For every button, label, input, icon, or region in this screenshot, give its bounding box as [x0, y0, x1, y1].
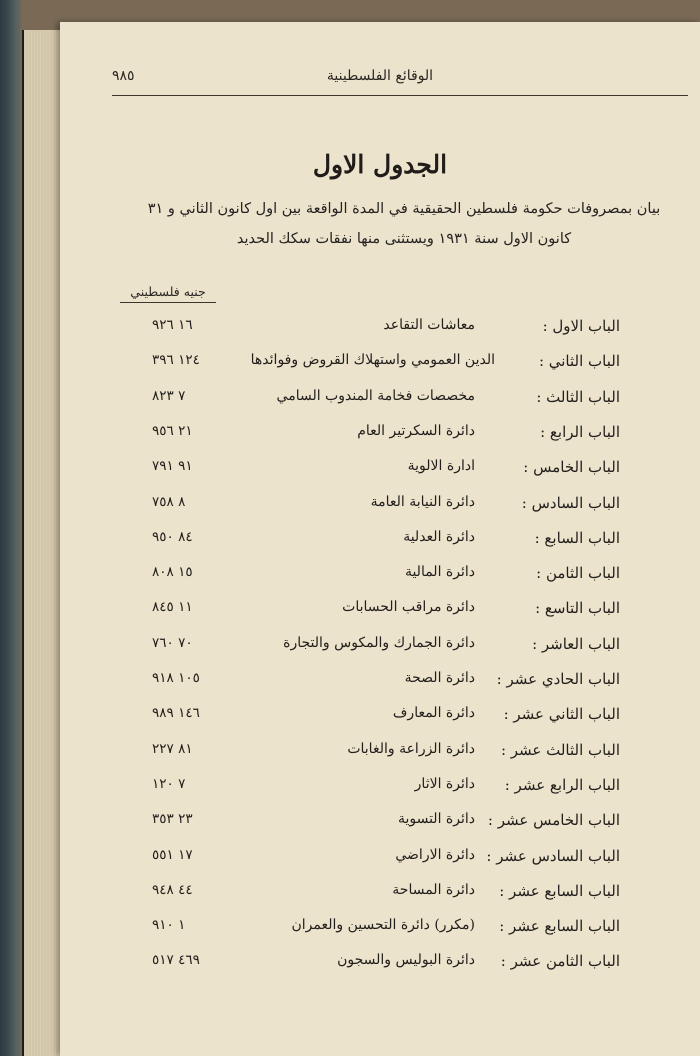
table-row [60, 882, 700, 912]
table-row [60, 388, 700, 418]
table-row [60, 529, 700, 559]
department-name: دائرة الصحة [404, 670, 475, 686]
amount-value: ٨ ٧٥٨ [152, 494, 186, 510]
document-page [60, 22, 700, 1056]
table-row [60, 458, 700, 488]
amount-value: ١٢٤ ٣٩٦ [152, 352, 200, 368]
amount-value: ٨١ ٢٢٧ [152, 741, 193, 757]
table-row [60, 705, 700, 735]
chapter-label: الباب الثامن عشر : [500, 952, 620, 970]
chapter-label: الباب الثامن : [536, 564, 620, 582]
table-row [60, 917, 700, 947]
amount-value: ٧ ٨٢٣ [152, 388, 186, 404]
department-name: دائرة السكرتير العام [357, 423, 475, 439]
header-rule [112, 95, 688, 96]
chapter-label: الباب السابع عشر : [499, 882, 620, 900]
department-name: دائرة المالية [404, 564, 475, 580]
department-name: دائرة المعارف [392, 705, 475, 721]
table-row [60, 670, 700, 700]
running-title: الوقائع الفلسطينية [326, 68, 434, 84]
department-name: دائرة البوليس والسجون [337, 952, 475, 968]
amount-value: ١٤٦ ٩٨٩ [152, 705, 200, 721]
chapter-label: الباب الثالث : [536, 388, 620, 406]
chapter-label: الباب الحادي عشر : [496, 670, 620, 688]
chapter-label: الباب السابع عشر : [499, 917, 620, 935]
department-name: دائرة المساحة [392, 882, 475, 898]
department-name: (مكرر) دائرة التحسين والعمران [291, 917, 475, 933]
amount-value: ١٧ ٥٥١ [152, 847, 193, 863]
table-row [60, 352, 700, 382]
table-row [60, 847, 700, 877]
table-row [60, 741, 700, 771]
amount-value: ٤٤ ٩٤٨ [152, 882, 193, 898]
chapter-label: الباب الثاني عشر : [503, 705, 620, 723]
table-title: الجدول الاول [312, 150, 448, 179]
amount-value: ٧٠ ٧٦٠ [152, 635, 193, 651]
department-name: دائرة الاراضي [395, 847, 475, 863]
chapter-label: الباب الاول : [542, 317, 620, 335]
chapter-label: الباب الخامس عشر : [487, 811, 620, 829]
department-name: دائرة التسوية [397, 811, 475, 827]
table-row [60, 564, 700, 594]
table-row [60, 317, 700, 347]
department-name: دائرة العدلية [403, 529, 475, 545]
amount-value: ٢٣ ٣٥٣ [152, 811, 193, 827]
table-row [60, 776, 700, 806]
amount-value: ٨٤ ٩٥٠ [152, 529, 193, 545]
chapter-label: الباب التاسع : [535, 599, 620, 617]
chapter-label: الباب السادس عشر : [486, 847, 620, 865]
table-row [60, 494, 700, 524]
unit-label: جنيه فلسطيني [120, 284, 216, 303]
department-name: دائرة الجمارك والمكوس والتجارة [283, 635, 475, 651]
amount-value: ١ ٩١٠ [152, 917, 186, 933]
table-row [60, 423, 700, 453]
chapter-label: الباب الخامس : [523, 458, 620, 476]
table-row [60, 635, 700, 665]
amount-value: ٧ ١٢٠ [152, 776, 186, 792]
chapter-label: الباب السابع : [534, 529, 620, 547]
department-name: ادارة الالوية [407, 458, 475, 474]
department-name: دائرة النيابة العامة [370, 494, 475, 510]
chapter-label: الباب الثاني : [538, 352, 620, 370]
table-row [60, 811, 700, 841]
book-binding [0, 0, 22, 1056]
chapter-label: الباب الثالث عشر : [500, 741, 620, 759]
amount-value: ١١ ٨٤٥ [152, 599, 193, 615]
chapter-label: الباب الرابع : [540, 423, 620, 441]
amount-value: ١٠٥ ٩١٨ [152, 670, 200, 686]
amount-value: ١٦ ٩٢٦ [152, 317, 193, 333]
department-name: مخصصات فخامة المندوب السامي [276, 388, 475, 404]
department-name: دائرة الاثار [414, 776, 475, 792]
amount-value: ١٥ ٨٠٨ [152, 564, 193, 580]
chapter-label: الباب الرابع عشر : [504, 776, 620, 794]
amount-value: ٩١ ٧٩١ [152, 458, 193, 474]
table-row [60, 599, 700, 629]
page-number: ٩٨٥ [112, 68, 135, 84]
table-row [60, 952, 700, 982]
table-description: بيان بمصروفات حكومة فلسطين الحقيقية في المدة الواقعة بين اول كانون الثاني و ٣١ كانون الاول سنة ١٩٣١ ويستثنى منها نفقات سكك الحديد [147, 201, 661, 247]
department-name: دائرة الزراعة والغابات [347, 741, 475, 757]
department-name: دائرة مراقب الحسابات [342, 599, 475, 615]
amount-value: ٢١ ٩٥٦ [152, 423, 193, 439]
chapter-label: الباب العاشر : [532, 635, 620, 653]
chapter-label: الباب السادس : [521, 494, 620, 512]
amount-value: ٤٦٩ ٥١٧ [152, 952, 200, 968]
department-name: الدين العمومي واستهلاك القروض وفوائدها [250, 352, 495, 368]
department-name: معاشات التقاعد [383, 317, 475, 333]
